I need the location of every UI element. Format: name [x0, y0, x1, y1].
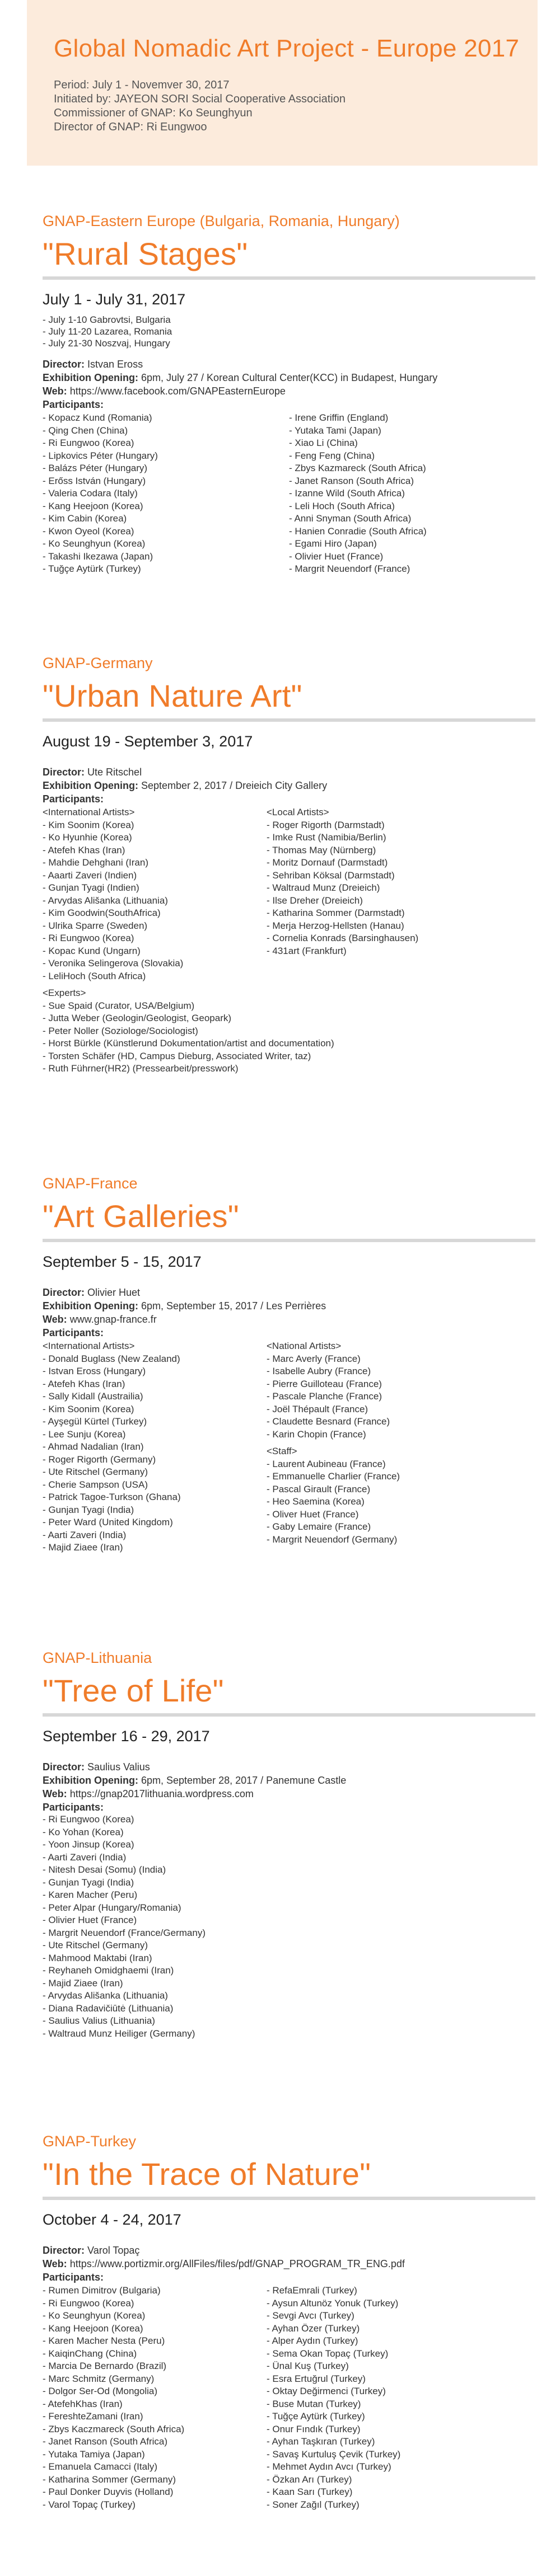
participant: - Reyhaneh Omidghaemi (Iran)	[43, 1965, 174, 1976]
participant: - Majid Ziaee (Iran)	[43, 1542, 123, 1553]
participant: - Ri Eungwoo (Korea)	[43, 1814, 134, 1825]
participant: - Veronika Selingerova (Slovakia)	[43, 958, 184, 969]
opening-info: Exhibition Opening: September 2, 2017 / Dreieich City Gallery	[43, 780, 328, 791]
director-info: Director: Varol Topaç	[43, 2245, 140, 2256]
participant: - Sevgi Avcı (Turkey)	[267, 2310, 354, 2321]
participant: - Buse Mutan (Turkey)	[267, 2398, 361, 2409]
participant: - Ayhan Özer (Turkey)	[267, 2323, 360, 2334]
participant: - Isabelle Aubry (France)	[267, 1366, 371, 1376]
participant: - Karen Macher Nesta (Peru)	[43, 2335, 165, 2346]
section-kicker: GNAP-Lithuania	[43, 1649, 152, 1666]
web-link[interactable]: https://www.portizmir.org/AllFiles/files/pdf/GNAP_PROGRAM_TR_ENG.pdf	[69, 2258, 405, 2269]
section-divider	[43, 718, 535, 722]
participant: - Irene Griffin (England)	[289, 412, 389, 423]
participant: - Xiao Li (China)	[289, 438, 358, 448]
participant: - Lee Sunju (Korea)	[43, 1428, 126, 1440]
participant: - Cornelia Konrads (Barsinghausen)	[267, 933, 419, 943]
participants-label: Participants:	[43, 1327, 104, 1338]
participant: - Imke Rust (Namibia/Berlin)	[267, 832, 386, 843]
web-link[interactable]: www.gnap-france.fr	[69, 1314, 157, 1325]
participant: - Sema Okan Topaç (Turkey)	[267, 2348, 389, 2359]
participant: - Izanne Wild (South Africa)	[289, 488, 405, 499]
director-info: Director: Istvan Eross	[43, 359, 143, 370]
participant: - Ri Eungwoo (Korea)	[43, 438, 134, 448]
participant: - Oliver Huet (France)	[267, 1508, 359, 1520]
participant: - Egami Hiro (Japan)	[289, 538, 377, 549]
director-line: Director of GNAP: Ri Eungwoo	[54, 121, 207, 133]
participant: - Olivier Huet (France)	[43, 1915, 137, 1925]
participant: - Pascale Planche (France)	[267, 1391, 382, 1402]
participant: - Cherie Sampson (USA)	[43, 1479, 148, 1490]
participant: - Thomas May (Nürnberg)	[267, 844, 376, 855]
participant: - 431art (Frankfurt)	[267, 945, 347, 956]
participant: - Sue Spaid (Curator, USA/Belgium)	[43, 1000, 195, 1011]
page-title: Global Nomadic Art Project - Europe 2017	[54, 35, 520, 62]
participant: - Pierre Guilloteau (France)	[267, 1378, 382, 1389]
opening-info: Exhibition Opening: 6pm, September 15, 2017 / Les Perrières	[43, 1300, 326, 1311]
participant: - Ko Hyunhie (Korea)	[43, 832, 132, 843]
participant: - KaiqinChang (China)	[43, 2348, 137, 2359]
participant: - Dolgor Ser-Od (Mongolia)	[43, 2386, 158, 2396]
international-artists-col	[43, 806, 267, 983]
participant: - Peter Ward (United Kingdom)	[43, 1517, 173, 1527]
participant: - Ruth Führner(HR2) (Pressearbeit/presswork)	[43, 1063, 239, 1074]
participant: - Peter Alpar (Hungary/Romania)	[43, 1902, 181, 1913]
participant: - Mahdie Dehghani (Iran)	[43, 857, 148, 868]
participant: - Sehriban Köksal (Darmstadt)	[267, 869, 395, 881]
participants-label: Participants:	[43, 399, 104, 410]
participant: - Kim Soonim (Korea)	[43, 1403, 134, 1414]
participants-col-1	[43, 1813, 535, 2040]
participant: - Roger Rigorth (Darmstadt)	[267, 819, 385, 830]
participant: - Varol Topaç (Turkey)	[43, 2499, 136, 2510]
participant: - Aarti Zaveri (India)	[43, 1851, 127, 1863]
participant: - Karin Chopin (France)	[267, 1428, 366, 1440]
participant: - Janet Ranson (South Africa)	[43, 2436, 168, 2447]
section-kicker: GNAP-France	[43, 1175, 138, 1192]
participants-label: Participants:	[43, 793, 104, 805]
participant: - Patrick Tagoe-Turkson (Ghana)	[43, 1492, 181, 1502]
participant: - Torsten Schäfer (HD, Campus Dieburg, Associated Writer, taz)	[43, 1050, 311, 1061]
participant: - Margrit Neuendorf (France/Germany)	[43, 1927, 206, 1938]
participant: - Takashi Ikezawa (Japan)	[43, 551, 153, 562]
participants-col-2	[267, 2284, 400, 2511]
participant: - Waltraud Munz Heiliger (Germany)	[43, 2028, 195, 2039]
participant: - Gaby Lemaire (France)	[267, 1521, 371, 1532]
section-dates: July 1 - July 31, 2017	[43, 291, 186, 308]
participant: - Özkan Arı (Turkey)	[267, 2474, 352, 2485]
section-title: "Urban Nature Art"	[43, 678, 302, 713]
participant: - Atefeh Khas (Iran)	[43, 844, 125, 855]
participant: - Onur Fındık (Turkey)	[267, 2423, 361, 2434]
participant: - Donald Buglass (New Zealand)	[43, 1353, 180, 1364]
local-artists-col	[267, 806, 418, 983]
participant: - Gunjan Tyagi (India)	[43, 1504, 134, 1515]
participant: - Kopac Kund (Ungarn)	[43, 945, 141, 956]
participants-label: Participants:	[43, 1802, 104, 1813]
opening-info: Exhibition Opening: 6pm, July 27 / Korean Cultural Center(KCC) in Budapest, Hungary	[43, 372, 438, 383]
web-info: Web: https://www.facebook.com/GNAPEasternEurope	[43, 386, 286, 397]
participant: - Laurent Aubineau (France)	[267, 1458, 386, 1469]
participant: - Soner Zağıl (Turkey)	[267, 2499, 360, 2510]
group-header: <Experts>	[43, 988, 86, 998]
international-artists-col	[43, 1340, 267, 1554]
web-info: Web: www.gnap-france.fr	[43, 1314, 157, 1325]
section-divider	[43, 276, 535, 280]
group-header: <National Artists>	[267, 1341, 342, 1351]
participant: - Marc Schmitz (Germany)	[43, 2373, 155, 2384]
director-info: Director: Ute Ritschel	[43, 767, 142, 778]
venue-item: - July 21-30 Noszvaj, Hungary	[43, 338, 170, 349]
section-dates: October 4 - 24, 2017	[43, 2211, 181, 2228]
participant: - Diana Radavičiūtė (Lithuania)	[43, 2002, 174, 2014]
section-title: "Rural Stages"	[43, 236, 248, 271]
section-title: "Tree of Life"	[43, 1673, 224, 1708]
participant: - Tuğçe Aytürk (Turkey)	[267, 2411, 365, 2422]
participant: - Karen Macher (Peru)	[43, 1889, 138, 1900]
participant: - Paul Donker Duyvis (Holland)	[43, 2486, 174, 2497]
period-line: Period: July 1 - Novemver 30, 2017	[54, 79, 230, 91]
participant: - Peter Noller (Soziologe/Sociologist)	[43, 1025, 198, 1036]
venue-list	[43, 314, 535, 349]
participant: - Margrit Neuendorf (Germany)	[267, 1534, 398, 1545]
header-banner	[27, 0, 538, 166]
participant: - Ute Ritschel (Germany)	[43, 1466, 148, 1477]
participant: - Mahmood Maktabi (Iran)	[43, 1952, 152, 1963]
web-info: Web: https://gnap2017lithuania.wordpress.com	[43, 1788, 254, 1799]
section-dates: September 16 - 29, 2017	[43, 1728, 210, 1745]
participant: - RefaEmrali (Turkey)	[267, 2285, 357, 2296]
participant: - Sally Kidall (Austrailia)	[43, 1391, 143, 1402]
participant: - Kang Heejoon (Korea)	[43, 2323, 143, 2334]
participant: - Kaan Sarı (Turkey)	[267, 2486, 353, 2497]
participant: - Aysun Altunöz Yonuk (Turkey)	[267, 2297, 399, 2309]
participant: - Tuğçe Aytürk (Turkey)	[43, 563, 141, 574]
participant: - Savaş Kurtuluş Çevik (Turkey)	[267, 2448, 401, 2460]
participant: - Saulius Valius (Lithuania)	[43, 2015, 155, 2026]
participant: - Qing Chen (China)	[43, 425, 128, 436]
participant: - Claudette Besnard (France)	[267, 1416, 390, 1427]
participant: - Ahmad Nadalian (Iran)	[43, 1441, 144, 1452]
commissioner-line: Commissioner of GNAP: Ko Seunghyun	[54, 107, 253, 119]
section-lithuania	[43, 1649, 535, 2040]
initiator-line: Initiated by: JAYEON SORI Social Cooperative Association	[54, 93, 346, 105]
section-title: "In the Trace of Nature"	[43, 2156, 371, 2192]
section-kicker: GNAP-Turkey	[43, 2133, 137, 2150]
participant: - Majid Ziaee (Iran)	[43, 1977, 123, 1989]
participant: - Aarti Zaveri (India)	[43, 1529, 127, 1540]
participant: - Kim Cabin (Korea)	[43, 513, 127, 524]
section-divider	[43, 1239, 535, 1242]
participant: - Ri Eungwoo (Korea)	[43, 2297, 134, 2309]
section-france	[43, 1175, 535, 1554]
participant: - Gunjan Tyagi (India)	[43, 1877, 134, 1888]
participant: - Horst Bürkle (Künstlerund Dokumentation/artist and documentation)	[43, 1038, 334, 1049]
participant: - LeliHoch (South Africa)	[43, 970, 146, 981]
experts-list	[43, 987, 535, 1075]
participant: - Aaarti Zaveri (Indien)	[43, 869, 137, 881]
director-info: Director: Saulius Valius	[43, 1761, 150, 1773]
participant: - Margrit Neuendorf (France)	[289, 563, 410, 574]
section-divider	[43, 1713, 535, 1717]
participant: - Ulrika Sparre (Sweden)	[43, 920, 148, 931]
section-turkey	[43, 2133, 535, 2511]
participant: - Ri Eungwoo (Korea)	[43, 933, 134, 943]
participant: - Ko Yohan (Korea)	[43, 1826, 124, 1837]
section-divider	[43, 2197, 535, 2200]
participant: - Lipkovics Péter (Hungary)	[43, 450, 158, 461]
group-header: <Local Artists>	[267, 807, 329, 817]
participant: - Leli Hoch (South Africa)	[289, 500, 395, 511]
participant: - Ünal Kuş (Turkey)	[267, 2361, 349, 2371]
section-dates: September 5 - 15, 2017	[43, 1253, 202, 1270]
participant: - Oktay Değirmenci (Turkey)	[267, 2386, 386, 2396]
participant: - Roger Rigorth (Germany)	[43, 1454, 156, 1465]
participant: - Kwon Oyeol (Korea)	[43, 525, 134, 537]
participant: - Esra Ertuğrul (Turkey)	[267, 2373, 366, 2384]
participant: - Atefeh Khas (Iran)	[43, 1378, 125, 1389]
participant: - Merja Herzog-Hellsten (Hanau)	[267, 920, 404, 931]
participant: - Waltraud Munz (Dreieich)	[267, 882, 380, 893]
participant: - Zbys Kaczmareck (South Africa)	[43, 2423, 185, 2434]
participant: - Katharina Sommer (Germany)	[43, 2474, 176, 2485]
participant: - Olivier Huet (France)	[289, 551, 384, 562]
participant: - Moritz Dornauf (Darmstadt)	[267, 857, 388, 868]
participant: - Joël Thépault (France)	[267, 1403, 368, 1414]
participant: - Kim Soonim (Korea)	[43, 819, 134, 830]
participants-col-1	[43, 412, 289, 576]
participant: - Erőss István (Hungary)	[43, 475, 146, 486]
participant: - Ko Seunghyun (Korea)	[43, 2310, 146, 2321]
section-kicker: GNAP-Eastern Europe (Bulgaria, Romania, Hungary)	[43, 213, 400, 229]
group-header: <International Artists>	[43, 807, 135, 817]
participant: - Mehmet Aydın Avcı (Turkey)	[267, 2461, 391, 2472]
web-info: Web: https://www.portizmir.org/AllFiles/files/pdf/GNAP_PROGRAM_TR_ENG.pdf	[43, 2258, 405, 2269]
section-dates: August 19 - September 3, 2017	[43, 733, 253, 750]
participant: - Istvan Eross (Hungary)	[43, 1366, 146, 1376]
participant: - Anni Snyman (South Africa)	[289, 513, 412, 524]
web-link[interactable]: https://www.facebook.com/GNAPEasternEurope	[69, 386, 286, 397]
participant: - Marcia De Bernardo (Brazil)	[43, 2361, 167, 2371]
venue-item: - July 1-10 Gabrovtsi, Bulgaria	[43, 314, 171, 325]
participant: - Arvydas Ališanka (Lithuania)	[43, 895, 168, 906]
participants-col-2	[289, 412, 427, 576]
participant: - Ute Ritschel (Germany)	[43, 1940, 148, 1950]
participant: - Gunjan Tyagi (Indien)	[43, 882, 139, 893]
national-artists-col	[267, 1340, 400, 1554]
participant: - Emanuela Camacci (Italy)	[43, 2461, 158, 2472]
participant: - Ko Seunghyun (Korea)	[43, 538, 146, 549]
director-info: Director: Olivier Huet	[43, 1287, 141, 1298]
participant: - Kopacz Kund (Romania)	[43, 412, 152, 423]
participant: - Feng Feng (China)	[289, 450, 375, 461]
section-title: "Art Galleries"	[43, 1198, 239, 1234]
participants-col-1	[43, 2284, 267, 2511]
participant: - FereshteZamani (Iran)	[43, 2411, 143, 2422]
participant: - Ayhan Taşkıran (Turkey)	[267, 2436, 375, 2447]
section-germany	[43, 655, 535, 1075]
participant: - Yutaka Tami (Japan)	[289, 425, 381, 436]
participant: - Janet Ranson (South Africa)	[289, 475, 414, 486]
section-eastern-europe	[43, 213, 535, 576]
group-header: <Staff>	[267, 1446, 297, 1456]
participant: - Pascal Girault (France)	[267, 1483, 371, 1494]
participant: - Yoon Jinsup (Korea)	[43, 1839, 134, 1850]
participant: - Balázs Péter (Hungary)	[43, 463, 148, 473]
participant: - Rumen Dimitrov (Bulgaria)	[43, 2285, 161, 2296]
participant: - Heo Saemina (Korea)	[267, 1496, 365, 1507]
participant: - Emmanuelle Charlier (France)	[267, 1471, 400, 1482]
participant: - Ayşegül Kürtel (Turkey)	[43, 1416, 147, 1427]
participant: - Valeria Codara (Italy)	[43, 488, 138, 499]
participant: - Kang Heejoon (Korea)	[43, 500, 143, 511]
participant: - AtefehKhas (Iran)	[43, 2398, 123, 2409]
participant: - Kim Goodwin(SouthAfrica)	[43, 908, 161, 918]
web-link[interactable]: https://gnap2017lithuania.wordpress.com	[69, 1788, 254, 1799]
participants-label: Participants:	[43, 2272, 104, 2283]
participant: - Marc Averly (France)	[267, 1353, 361, 1364]
participant: - Nitesh Desai (Somu) (India)	[43, 1864, 166, 1875]
section-kicker: GNAP-Germany	[43, 655, 153, 671]
participant: - Zbys Kazmareck (South Africa)	[289, 463, 426, 473]
participant: - Arvydas Ališanka (Lithuania)	[43, 1990, 168, 2001]
participant: - Ilse Dreher (Dreieich)	[267, 895, 363, 906]
group-header: <International Artists>	[43, 1341, 135, 1351]
participant: - Hanien Conradie (South Africa)	[289, 525, 427, 537]
participant: - Jutta Weber (Geologin/Geologist, Geopark)	[43, 1013, 232, 1023]
opening-info: Exhibition Opening: 6pm, September 28, 2017 / Panemune Castle	[43, 1775, 347, 1786]
participant: - Yutaka Tamiya (Japan)	[43, 2448, 145, 2460]
participant: - Katharina Sommer (Darmstadt)	[267, 908, 405, 918]
participant: - Alper Aydın (Turkey)	[267, 2335, 358, 2346]
venue-item: - July 11-20 Lazarea, Romania	[43, 326, 172, 337]
